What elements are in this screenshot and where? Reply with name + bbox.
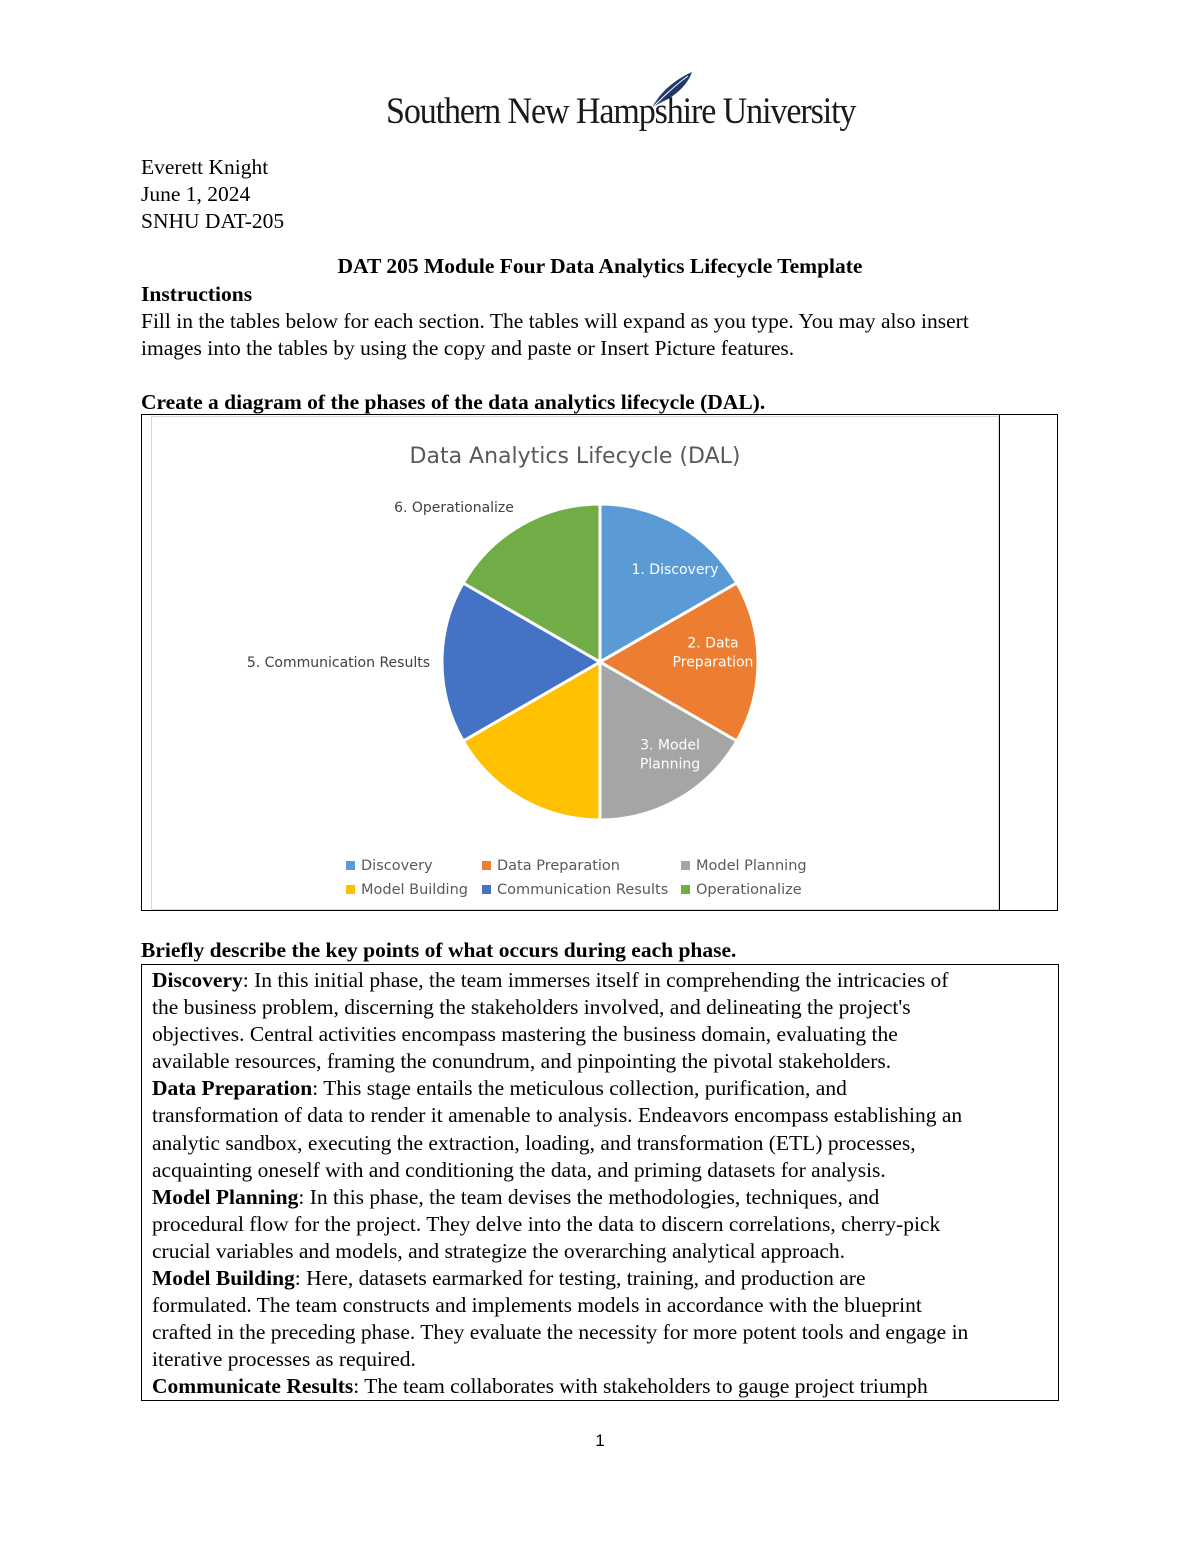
phase-line: [152, 1346, 1052, 1373]
phase-name: Data Preparation: [152, 1076, 313, 1101]
data-label-1: 1. Discovery: [631, 562, 719, 578]
phase-line: [152, 967, 1052, 994]
phase-line: [152, 994, 1052, 1021]
phase-text: transformation of data to render it amenable to analysis. Endeavors encompass establishing an: [152, 1103, 963, 1128]
legend-label: Model Building: [361, 882, 468, 898]
phase-line: [152, 1021, 1052, 1048]
phase-line: [152, 1075, 1052, 1102]
legend-label: Communication Results: [497, 882, 669, 898]
phase-name: Communicate Results: [152, 1374, 354, 1399]
phase-text: the business problem, discerning the stakeholders involved, and delineating the project's: [152, 995, 911, 1020]
legend-label: Model Planning: [696, 858, 807, 874]
phase-line: [152, 1265, 1052, 1292]
diagram-heading: Create a diagram of the phases of the data analytics lifecycle (DAL).: [141, 390, 766, 414]
phase-description-table: [141, 964, 1059, 1401]
phase-line: [152, 1319, 1052, 1346]
phase-text: iterative processes as required.: [152, 1347, 416, 1372]
legend-label: Discovery: [361, 858, 433, 874]
data-label-5: 5. Communication Results: [246, 655, 430, 671]
phase-line: [152, 1048, 1052, 1075]
phase-text: : In this initial phase, the team immerses itself in comprehending the intricacies of: [242, 968, 949, 992]
phase-name: Model Planning: [152, 1184, 299, 1209]
legend-swatch: [346, 885, 355, 894]
phase-line: [152, 1211, 1052, 1238]
document-date: June 1, 2024: [141, 182, 251, 206]
phase-text: : In this phase, the team devises the methodologies, techniques, and: [298, 1184, 880, 1209]
phase-description-text: [152, 967, 1052, 1401]
page-number: 1: [595, 1431, 605, 1450]
phase-line: [152, 1157, 1052, 1184]
legend-label: Operationalize: [696, 882, 802, 898]
legend-swatch: [681, 861, 690, 870]
instructions-line: Fill in the tables below for each section. The tables will expand as you type. You may also insert: [141, 309, 969, 333]
describe-heading: Briefly describe the key points of what occurs during each phase.: [141, 938, 737, 962]
phase-name: Discovery: [152, 968, 243, 992]
phase-text: : The team collaborates with stakeholders to gauge project triumph: [353, 1374, 928, 1399]
phase-line: [152, 1373, 1052, 1400]
phase-text: acquainting oneself with and conditioning the data, and priming datasets for analysis.: [152, 1157, 886, 1182]
phase-text: available resources, framing the conundrum, and pinpointing the pivotal stakeholders.: [152, 1049, 892, 1074]
phase-line: [152, 1184, 1052, 1211]
legend-swatch: [482, 861, 491, 870]
legend-item-data-preparation: [482, 858, 620, 874]
legend-label: Data Preparation: [497, 858, 620, 874]
phase-line: [152, 1292, 1052, 1319]
phase-text: crucial variables and models, and strategize the overarching analytical approach.: [152, 1238, 846, 1263]
instructions-line: images into the tables by using the copy and paste or Insert Picture features.: [141, 336, 795, 360]
legend-item-model-planning: [681, 858, 807, 874]
data-label-6: 6. Operationalize: [394, 500, 514, 516]
data-label-2: 2. Data Preparation: [672, 635, 754, 671]
phase-text: crafted in the preceding phase. They evaluate the necessity for more potent tools and engage in: [152, 1320, 969, 1345]
phase-text: formulated. The team constructs and implements models in accordance with the blueprint: [152, 1293, 922, 1318]
logo-wordmark: Southern New Hampshire University: [386, 91, 856, 132]
legend-item-discovery: [346, 858, 433, 874]
legend-item-model-building: [346, 882, 468, 898]
course-code: SNHU DAT-205: [141, 209, 285, 233]
legend-swatch: [681, 885, 690, 894]
legend-swatch: [346, 861, 355, 870]
phase-line: [152, 1102, 1052, 1129]
phase-line: [152, 1238, 1052, 1265]
phase-text: objectives. Central activities encompass mastering the business domain, evaluating the: [152, 1022, 898, 1047]
phase-text: : Here, datasets earmarked for testing, training, and production are: [294, 1266, 866, 1291]
instructions-heading: Instructions: [141, 282, 253, 306]
phase-text: : This stage entails the meticulous collection, purification, and: [312, 1076, 847, 1101]
phase-text: procedural flow for the project. They delve into the data to discern correlations, cherry-pick: [152, 1211, 941, 1236]
chart-title: Data Analytics Lifecycle (DAL): [409, 444, 741, 469]
phase-line: [152, 1130, 1052, 1157]
legend-item-communication-results: [482, 882, 668, 898]
legend-item-operationalize: [681, 882, 802, 898]
phase-name: Model Building: [152, 1266, 295, 1291]
data-label-3: 3. Model Planning: [639, 737, 701, 773]
document-title: DAT 205 Module Four Data Analytics Lifecycle Template: [337, 254, 863, 278]
legend-swatch: [482, 885, 491, 894]
author-name: Everett Knight: [141, 155, 269, 179]
phase-text: analytic sandbox, executing the extraction, loading, and transformation (ETL) processes,: [152, 1130, 916, 1155]
